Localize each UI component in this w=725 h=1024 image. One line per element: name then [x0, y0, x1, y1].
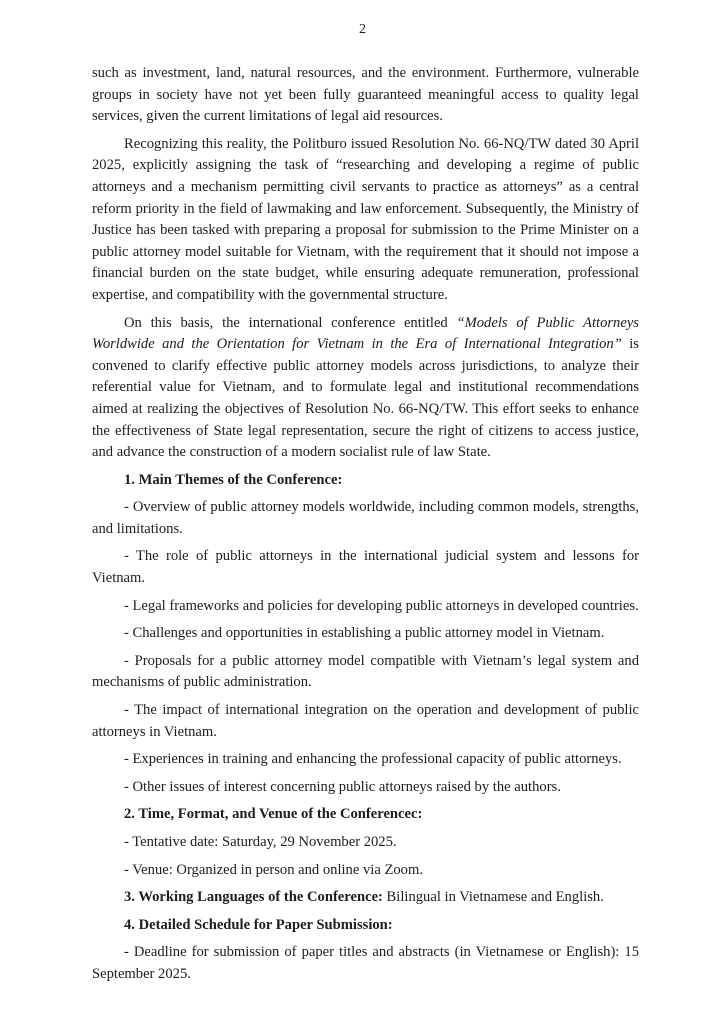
tentative-date: - Tentative date: Saturday, 29 November 2025. [124, 834, 397, 850]
document-body [92, 63, 639, 992]
section-heading-time-venue: 2. Time, Format, and Venue of the Conferencec: [124, 806, 423, 823]
section-heading-schedule: 4. Detailed Schedule for Paper Submission: [124, 916, 393, 933]
intro-text-after: is convened to clarify effective public attorney models across jurisdictions, to analyze their referential value for Vietnam, and to formulate legal and institutional recommendations aimed at realizing the objectives of Resolution No. 66-NQ/TW. This effort seeks to enhance the effectiveness of State legal representation, secure the right of citizens to access justice, and advance the construction of a modern socialist rule of law State. [92, 336, 639, 461]
section-heading-themes: 1. Main Themes of the Conference: [124, 471, 343, 488]
submission-deadline: - Deadline for submission of paper titles and abstracts (in Vietnamese or English): 15 September 2025. [92, 944, 639, 982]
paragraph-conference-intro [92, 313, 639, 464]
theme-item: - Proposals for a public attorney model compatible with Vietnam’s legal system and mechanisms of public administration. [92, 652, 639, 691]
section-languages [92, 887, 639, 909]
theme-item: - The role of public attorneys in the international judicial system and lessons for Vietnam. [92, 548, 639, 587]
theme-item: - The impact of international integration on the operation and development of public attorneys in Vietnam. [92, 702, 639, 740]
theme-item: - Challenges and opportunities in establishing a public attorney model in Vietnam. [124, 625, 605, 642]
venue: - Venue: Organized in person and online via Zoom. [124, 861, 423, 878]
section-heading-languages: 3. Working Languages of the Conference: [124, 889, 383, 906]
theme-item: - Overview of public attorney models worldwide, including common models, strengths, and limitations. [92, 499, 639, 537]
theme-item: - Experiences in training and enhancing the professional capacity of public attorneys. [124, 751, 622, 768]
theme-item: - Legal frameworks and policies for developing public attorneys in developed countries. [124, 597, 639, 614]
paragraph-resolution: Recognizing this reality, the Politburo issued Resolution No. 66-NQ/TW dated 30 April 2025, explicitly assigning the task of “researching and developing a regime of public attorneys and a mechanism permitting civil servants to practice as attorneys” as a central reform priority in the field of lawmaking and law enforcement. Subsequently, the Ministry of Justice has been tasked with preparing a proposal for submission to the Prime Minister on a public attorney model suitable for Vietnam, with the requirement that it should not impose a financial burden on the state budget, while ensuring adequate remuneration, professional expertise, and compatibility with the governmental structure. [92, 135, 639, 303]
page-number: 2 [359, 22, 366, 37]
theme-item: - Other issues of interest concerning public attorneys raised by the authors. [124, 778, 561, 795]
conference-title: “Models of Public Attorneys Worldwide and the Orientation for Vietnam in the Era of International Integration” [92, 314, 639, 353]
languages-text: Bilingual in Vietnamese and English. [382, 889, 604, 906]
paragraph-context: such as investment, land, natural resources, and the environment. Furthermore, vulnerable groups in society have not yet been fully guaranteed meaningful access to quality legal services, given the current limitations of legal aid resources. [92, 65, 639, 125]
intro-text-before: On this basis, the international conference entitled [124, 314, 457, 331]
